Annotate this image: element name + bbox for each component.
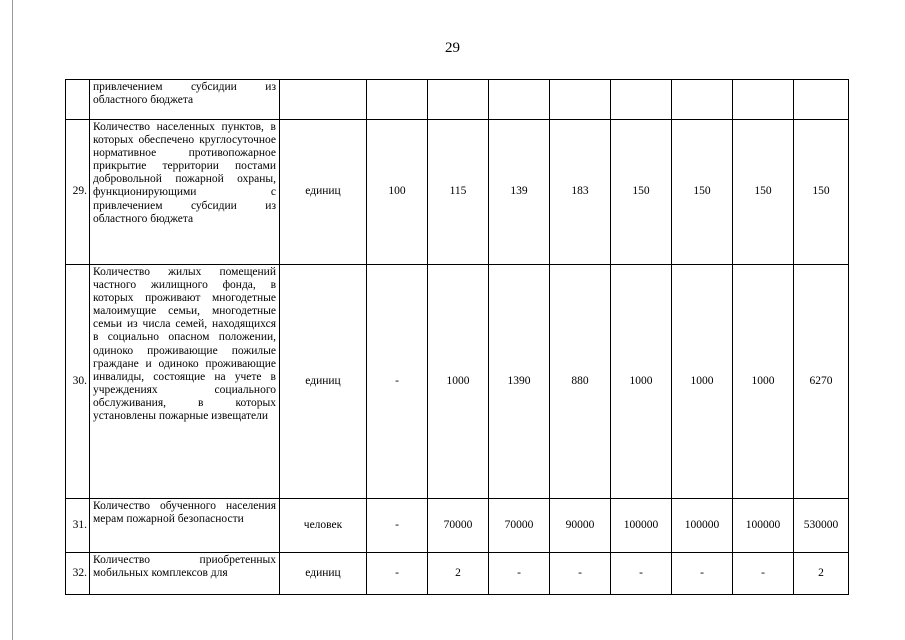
value-cell: 150 bbox=[672, 120, 733, 265]
value-cell: - bbox=[672, 553, 733, 595]
indicator-description-cell: привлечением субсидии из областного бюджета bbox=[90, 80, 280, 120]
value-cell: - bbox=[367, 553, 428, 595]
value-cell: 150 bbox=[611, 120, 672, 265]
value-cell: 2 bbox=[794, 553, 849, 595]
unit-cell: единиц bbox=[280, 265, 367, 499]
row-number-cell bbox=[66, 80, 90, 120]
value-cell: 1390 bbox=[489, 265, 550, 499]
value-cell: 150 bbox=[733, 120, 794, 265]
value-cell: 183 bbox=[550, 120, 611, 265]
value-cell bbox=[672, 80, 733, 120]
value-cell: 1000 bbox=[672, 265, 733, 499]
value-cell bbox=[367, 80, 428, 120]
value-cell bbox=[489, 80, 550, 120]
value-cell bbox=[733, 80, 794, 120]
unit-cell: человек bbox=[280, 499, 367, 553]
value-cell: - bbox=[733, 553, 794, 595]
table-row bbox=[66, 499, 849, 553]
value-cell: 70000 bbox=[428, 499, 489, 553]
value-cell bbox=[794, 80, 849, 120]
indicators-table bbox=[65, 79, 849, 595]
table-row bbox=[66, 553, 849, 595]
value-cell: - bbox=[367, 499, 428, 553]
table-row bbox=[66, 265, 849, 499]
indicator-description-cell: Количество населенных пунктов, в которых обеспечено круглосуточное нормативное противопожарное прикрытие территории постами добровольной пожарной охраны, функционирующими с привлечением субсидии из областного бюджета bbox=[90, 120, 280, 265]
value-cell: 1000 bbox=[733, 265, 794, 499]
table-row bbox=[66, 80, 849, 120]
indicator-description-cell: Количество обученного населения мерам пожарной безопасности bbox=[90, 499, 280, 553]
row-number-cell: 30. bbox=[66, 265, 90, 499]
value-cell: - bbox=[489, 553, 550, 595]
value-cell: 139 bbox=[489, 120, 550, 265]
value-cell: 90000 bbox=[550, 499, 611, 553]
value-cell: 6270 bbox=[794, 265, 849, 499]
value-cell: 70000 bbox=[489, 499, 550, 553]
row-number-cell: 31. bbox=[66, 499, 90, 553]
table-row bbox=[66, 120, 849, 265]
unit-cell bbox=[280, 80, 367, 120]
value-cell: 530000 bbox=[794, 499, 849, 553]
value-cell bbox=[550, 80, 611, 120]
indicator-description-cell: Количество жилых помещений частного жилищного фонда, в которых проживают многодетные малоимущие семьи, многодетные семьи из числа семей, находящихся в социально опасном положении, одиноко проживающие пожилые граждане и одиноко проживающие инвалиды, состоящие на учете в учреждениях социального обслуживания, в которых установлены пожарные извещатели bbox=[90, 265, 280, 499]
value-cell: - bbox=[611, 553, 672, 595]
value-cell: 100 bbox=[367, 120, 428, 265]
value-cell: 1000 bbox=[611, 265, 672, 499]
indicator-description-cell: Количество приобретенных мобильных комплексов для bbox=[90, 553, 280, 595]
row-number-cell: 32. bbox=[66, 553, 90, 595]
value-cell: 100000 bbox=[672, 499, 733, 553]
value-cell: 115 bbox=[428, 120, 489, 265]
row-number-cell: 29. bbox=[66, 120, 90, 265]
value-cell bbox=[428, 80, 489, 120]
page-number: 29 bbox=[445, 40, 460, 56]
value-cell bbox=[611, 80, 672, 120]
value-cell: 150 bbox=[794, 120, 849, 265]
unit-cell: единиц bbox=[280, 120, 367, 265]
value-cell: - bbox=[550, 553, 611, 595]
value-cell: 100000 bbox=[611, 499, 672, 553]
value-cell: 100000 bbox=[733, 499, 794, 553]
value-cell: 2 bbox=[428, 553, 489, 595]
page-margin-line bbox=[12, 0, 13, 640]
value-cell: 880 bbox=[550, 265, 611, 499]
value-cell: - bbox=[367, 265, 428, 499]
value-cell: 1000 bbox=[428, 265, 489, 499]
unit-cell: единиц bbox=[280, 553, 367, 595]
